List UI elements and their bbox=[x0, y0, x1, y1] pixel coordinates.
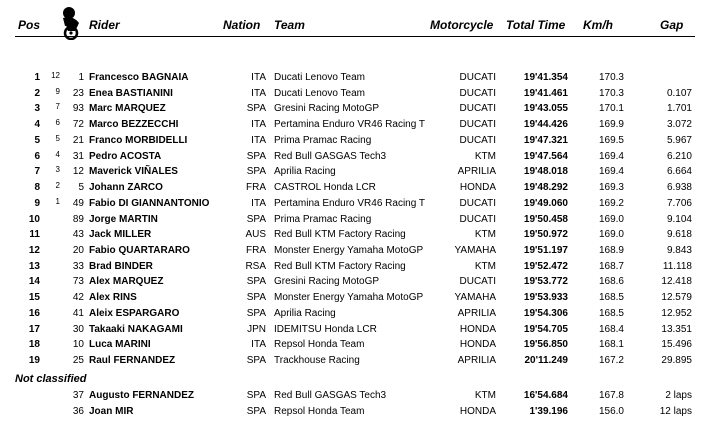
points: 4 bbox=[55, 149, 60, 159]
gap: 6.664 bbox=[666, 166, 692, 178]
position: 8 bbox=[34, 182, 40, 194]
team-name: Trackhouse Racing bbox=[274, 355, 360, 367]
nation: SPA bbox=[246, 355, 266, 367]
gap: 9.104 bbox=[666, 213, 692, 225]
motorcycle: APRILIA bbox=[457, 307, 496, 319]
team-name: Red Bull KTM Factory Racing bbox=[274, 260, 406, 272]
nation: SPA bbox=[246, 150, 266, 162]
position: 7 bbox=[34, 166, 40, 178]
position: 3 bbox=[34, 103, 40, 115]
gap: 12.418 bbox=[661, 276, 692, 288]
table-row bbox=[0, 180, 709, 195]
nation: ITA bbox=[251, 119, 266, 131]
points: 9 bbox=[55, 86, 60, 96]
team-name: Aprilia Racing bbox=[274, 307, 336, 319]
rider-name: Raul FERNANDEZ bbox=[89, 355, 176, 367]
rider-number: 49 bbox=[72, 197, 84, 209]
points: 1 bbox=[55, 196, 60, 206]
position: 14 bbox=[28, 276, 40, 288]
rider-number: 23 bbox=[72, 87, 84, 99]
speed-kmh: 169.0 bbox=[598, 229, 624, 241]
motorcycle: YAMAHA bbox=[454, 292, 496, 304]
gap: 5.967 bbox=[666, 134, 692, 146]
motorcycle: DUCATI bbox=[459, 213, 496, 225]
motorcycle: KTM bbox=[474, 229, 496, 241]
rider-name: Marco BEZZECCHI bbox=[89, 119, 179, 131]
gap: 15.496 bbox=[661, 339, 692, 351]
total-time: 19'53.933 bbox=[523, 292, 568, 304]
position: 6 bbox=[34, 150, 40, 162]
speed-kmh: 168.4 bbox=[598, 323, 624, 335]
speed-kmh: 169.9 bbox=[598, 119, 624, 131]
nation: JPN bbox=[247, 323, 266, 335]
speed-kmh: 169.4 bbox=[598, 166, 624, 178]
gap: 7.706 bbox=[666, 197, 692, 209]
header-divider bbox=[15, 36, 695, 37]
rider-number: 21 bbox=[72, 134, 84, 146]
nation: SPA bbox=[246, 103, 266, 115]
total-time: 19'54.306 bbox=[523, 307, 568, 319]
rider-number: 43 bbox=[72, 229, 84, 241]
total-time: 19'44.426 bbox=[523, 119, 568, 131]
table-row bbox=[0, 259, 709, 274]
position: 18 bbox=[28, 339, 40, 351]
position: 17 bbox=[28, 323, 40, 335]
motorcycle: KTM bbox=[474, 390, 496, 401]
speed-kmh: 168.5 bbox=[598, 307, 624, 319]
table-row bbox=[0, 164, 709, 179]
nation: ITA bbox=[251, 72, 266, 83]
nation: SPA bbox=[246, 405, 266, 417]
header-kmh: Km/h bbox=[583, 18, 613, 32]
nation: FRA bbox=[246, 182, 266, 194]
rider-name: Enea BASTIANINI bbox=[89, 87, 173, 99]
total-time: 19'50.972 bbox=[523, 229, 568, 241]
rider-number: 10 bbox=[72, 339, 84, 351]
speed-kmh: 168.6 bbox=[598, 276, 624, 288]
total-time: 19'41.461 bbox=[523, 87, 568, 99]
speed-kmh: 168.9 bbox=[598, 245, 624, 257]
team-name: Ducati Lenovo Team bbox=[274, 87, 365, 99]
position: 2 bbox=[34, 87, 40, 99]
team-name: Repsol Honda Team bbox=[274, 339, 365, 351]
rider-name: Luca MARINI bbox=[89, 339, 151, 351]
position: 4 bbox=[34, 119, 40, 131]
motorcycle-rider-icon bbox=[57, 4, 87, 40]
nation: SPA bbox=[246, 213, 266, 225]
table-row bbox=[0, 196, 709, 211]
gap: 12.579 bbox=[661, 292, 692, 304]
rider-number: 36 bbox=[72, 405, 84, 417]
motorcycle: APRILIA bbox=[457, 166, 496, 178]
total-time: 19'52.472 bbox=[523, 260, 568, 272]
nation: ITA bbox=[251, 339, 266, 351]
team-name: Gresini Racing MotoGP bbox=[274, 276, 380, 288]
position: 1 bbox=[34, 72, 40, 83]
motorcycle: DUCATI bbox=[459, 197, 496, 209]
points: 7 bbox=[55, 102, 60, 112]
table-row bbox=[0, 290, 709, 305]
speed-kmh: 168.5 bbox=[598, 292, 624, 304]
header-motorcycle: Motorcycle bbox=[430, 18, 494, 32]
rider-number: 12 bbox=[72, 166, 84, 178]
nation: FRA bbox=[246, 245, 266, 257]
rider-name: Jorge MARTIN bbox=[89, 213, 158, 225]
team-name: Ducati Lenovo Team bbox=[274, 72, 365, 83]
total-time: 19'47.321 bbox=[523, 134, 568, 146]
table-row bbox=[0, 274, 709, 289]
gap: 29.895 bbox=[661, 355, 692, 367]
total-time: 19'48.292 bbox=[523, 182, 568, 194]
motorcycle: KTM bbox=[474, 150, 496, 162]
gap: 1.701 bbox=[666, 103, 692, 115]
nation: SPA bbox=[246, 292, 266, 304]
nation: RSA bbox=[245, 260, 266, 272]
not-classified-heading: Not classified bbox=[15, 373, 87, 385]
gap: 0.107 bbox=[666, 87, 692, 99]
rider-name: Augusto FERNANDEZ bbox=[89, 390, 194, 401]
nation: SPA bbox=[246, 276, 266, 288]
table-row bbox=[0, 227, 709, 242]
team-name: Prima Pramac Racing bbox=[274, 134, 372, 146]
rider-name: Francesco BAGNAIA bbox=[89, 72, 189, 83]
position: 9 bbox=[34, 197, 40, 209]
rider-number: 93 bbox=[72, 103, 84, 115]
rider-name: Brad BINDER bbox=[89, 260, 153, 272]
rider-number: 30 bbox=[72, 323, 84, 335]
total-time: 19'49.060 bbox=[523, 197, 568, 209]
team-name: IDEMITSU Honda LCR bbox=[274, 323, 377, 335]
position: 16 bbox=[28, 307, 40, 319]
table-row bbox=[0, 70, 709, 85]
nation: SPA bbox=[246, 390, 266, 401]
speed-kmh: 169.2 bbox=[598, 197, 624, 209]
position: 19 bbox=[28, 355, 40, 367]
position: 5 bbox=[34, 134, 40, 146]
gap: 9.843 bbox=[666, 245, 692, 257]
rider-name: Franco MORBIDELLI bbox=[89, 134, 188, 146]
rider-name: Aleix ESPARGARO bbox=[89, 307, 180, 319]
speed-kmh: 168.1 bbox=[598, 339, 624, 351]
points: 3 bbox=[55, 165, 60, 175]
rider-name: Pedro ACOSTA bbox=[89, 150, 162, 162]
table-row bbox=[0, 243, 709, 258]
team-name: Red Bull GASGAS Tech3 bbox=[274, 390, 387, 401]
total-time: 19'41.354 bbox=[523, 72, 568, 83]
table-row bbox=[0, 86, 709, 101]
table-row bbox=[0, 353, 709, 368]
rider-number: 31 bbox=[72, 150, 84, 162]
rider-number: 20 bbox=[72, 245, 84, 257]
team-name: Red Bull KTM Factory Racing bbox=[274, 229, 406, 241]
speed-kmh: 170.3 bbox=[598, 87, 624, 99]
gap: 12.952 bbox=[661, 307, 692, 319]
nation: ITA bbox=[251, 87, 266, 99]
position: 13 bbox=[28, 260, 40, 272]
table-row bbox=[0, 322, 709, 337]
team-name: Red Bull GASGAS Tech3 bbox=[274, 150, 387, 162]
rider-number: 73 bbox=[72, 276, 84, 288]
team-name: Aprilia Racing bbox=[274, 166, 336, 178]
speed-kmh: 167.2 bbox=[598, 355, 624, 367]
table-row bbox=[0, 306, 709, 321]
total-time: 19'51.197 bbox=[523, 245, 568, 257]
total-time: 19'50.458 bbox=[523, 213, 568, 225]
motorcycle: HONDA bbox=[459, 323, 496, 335]
rider-name: Jack MILLER bbox=[89, 229, 152, 241]
table-row bbox=[0, 388, 709, 403]
points: 2 bbox=[55, 181, 60, 191]
gap: 6.938 bbox=[666, 182, 692, 194]
team-name: Prima Pramac Racing bbox=[274, 213, 372, 225]
header-team: Team bbox=[274, 18, 305, 32]
speed-kmh: 170.3 bbox=[598, 72, 624, 83]
nation: ITA bbox=[251, 197, 266, 209]
header-pos: Pos bbox=[18, 18, 41, 32]
rider-number: 37 bbox=[72, 390, 84, 401]
position: 10 bbox=[28, 213, 40, 225]
gap: 11.118 bbox=[662, 260, 692, 272]
speed-kmh: 170.1 bbox=[598, 103, 624, 115]
motorcycle: DUCATI bbox=[459, 72, 496, 83]
position: 12 bbox=[28, 245, 40, 257]
rider-number: 25 bbox=[72, 355, 84, 367]
nation: SPA bbox=[246, 307, 266, 319]
rider-name: Fabio QUARTARARO bbox=[89, 245, 190, 257]
gap: 13.351 bbox=[661, 323, 692, 335]
rider-name: Fabio DI GIANNANTONIO bbox=[89, 197, 210, 209]
motorcycle: HONDA bbox=[459, 405, 496, 417]
gap: 3.072 bbox=[666, 119, 692, 131]
motorcycle: DUCATI bbox=[459, 87, 496, 99]
table-row bbox=[0, 337, 709, 352]
gap: 9.618 bbox=[666, 229, 692, 241]
rider-number: 1 bbox=[78, 72, 84, 83]
total-time: 1'39.196 bbox=[529, 405, 568, 417]
motorcycle: HONDA bbox=[459, 339, 496, 351]
position: 11 bbox=[29, 229, 40, 241]
motorcycle: DUCATI bbox=[459, 134, 496, 146]
gap: 2 laps bbox=[665, 390, 692, 401]
total-time: 19'56.850 bbox=[523, 339, 568, 351]
speed-kmh: 169.4 bbox=[598, 150, 624, 162]
speed-kmh: 169.3 bbox=[598, 182, 624, 194]
team-name: Monster Energy Yamaha MotoGP bbox=[274, 245, 424, 257]
header-gap: Gap bbox=[660, 18, 684, 32]
motorcycle: KTM bbox=[474, 260, 496, 272]
team-name: Monster Energy Yamaha MotoGP bbox=[274, 292, 424, 304]
points: 12 bbox=[51, 71, 60, 80]
total-time: 19'54.705 bbox=[523, 323, 568, 335]
motorcycle: YAMAHA bbox=[454, 245, 496, 257]
table-row bbox=[0, 101, 709, 116]
speed-kmh: 169.5 bbox=[598, 134, 624, 146]
points: 5 bbox=[55, 133, 60, 143]
motorcycle: APRILIA bbox=[457, 355, 496, 367]
total-time: 20'11.249 bbox=[524, 355, 568, 367]
rider-name: Marc MARQUEZ bbox=[89, 103, 166, 115]
speed-kmh: 156.0 bbox=[598, 405, 624, 417]
gap: 12 laps bbox=[659, 405, 692, 417]
rider-name: Maverick VIÑALES bbox=[89, 166, 178, 178]
rider-number: 5 bbox=[78, 182, 84, 194]
total-time: 19'48.018 bbox=[523, 166, 568, 178]
nation: SPA bbox=[246, 166, 266, 178]
rider-number: 41 bbox=[72, 307, 84, 319]
total-time: 19'43.055 bbox=[523, 103, 568, 115]
table-row bbox=[0, 149, 709, 164]
speed-kmh: 167.8 bbox=[598, 390, 624, 401]
team-name: Pertamina Enduro VR46 Racing T bbox=[274, 197, 426, 209]
total-time: 16'54.684 bbox=[523, 390, 568, 401]
motorcycle: DUCATI bbox=[459, 119, 496, 131]
speed-kmh: 169.0 bbox=[598, 213, 624, 225]
header-total-time: Total Time bbox=[506, 18, 566, 32]
rider-number: 42 bbox=[72, 292, 84, 304]
rider-name: Johann ZARCO bbox=[89, 182, 163, 194]
table-row bbox=[0, 212, 709, 227]
table-row bbox=[0, 117, 709, 132]
rider-number: 89 bbox=[72, 213, 84, 225]
motorcycle: DUCATI bbox=[459, 276, 496, 288]
table-row bbox=[0, 404, 709, 419]
rider-number: 72 bbox=[72, 119, 84, 131]
total-time: 19'47.564 bbox=[523, 150, 568, 162]
motorcycle: DUCATI bbox=[459, 103, 496, 115]
rider-name: Takaaki NAKAGAMI bbox=[89, 323, 183, 335]
team-name: Repsol Honda Team bbox=[274, 405, 365, 417]
team-name: Gresini Racing MotoGP bbox=[274, 103, 380, 115]
header-rider: Rider bbox=[89, 18, 120, 32]
speed-kmh: 168.7 bbox=[598, 260, 624, 272]
rider-number: 33 bbox=[72, 260, 84, 272]
points: 6 bbox=[55, 118, 60, 128]
total-time: 19'53.772 bbox=[523, 276, 568, 288]
rider-name: Joan MIR bbox=[89, 405, 134, 417]
team-name: Pertamina Enduro VR46 Racing T bbox=[274, 119, 426, 131]
rider-name: Alex RINS bbox=[89, 292, 137, 304]
nation: AUS bbox=[245, 229, 266, 241]
team-name: CASTROL Honda LCR bbox=[274, 182, 376, 194]
rider-name: Alex MARQUEZ bbox=[89, 276, 164, 288]
table-row bbox=[0, 133, 709, 148]
motorcycle: HONDA bbox=[459, 182, 496, 194]
header-nation: Nation bbox=[223, 18, 261, 32]
position: 15 bbox=[28, 292, 40, 304]
gap: 6.210 bbox=[666, 150, 692, 162]
nation: ITA bbox=[251, 134, 266, 146]
